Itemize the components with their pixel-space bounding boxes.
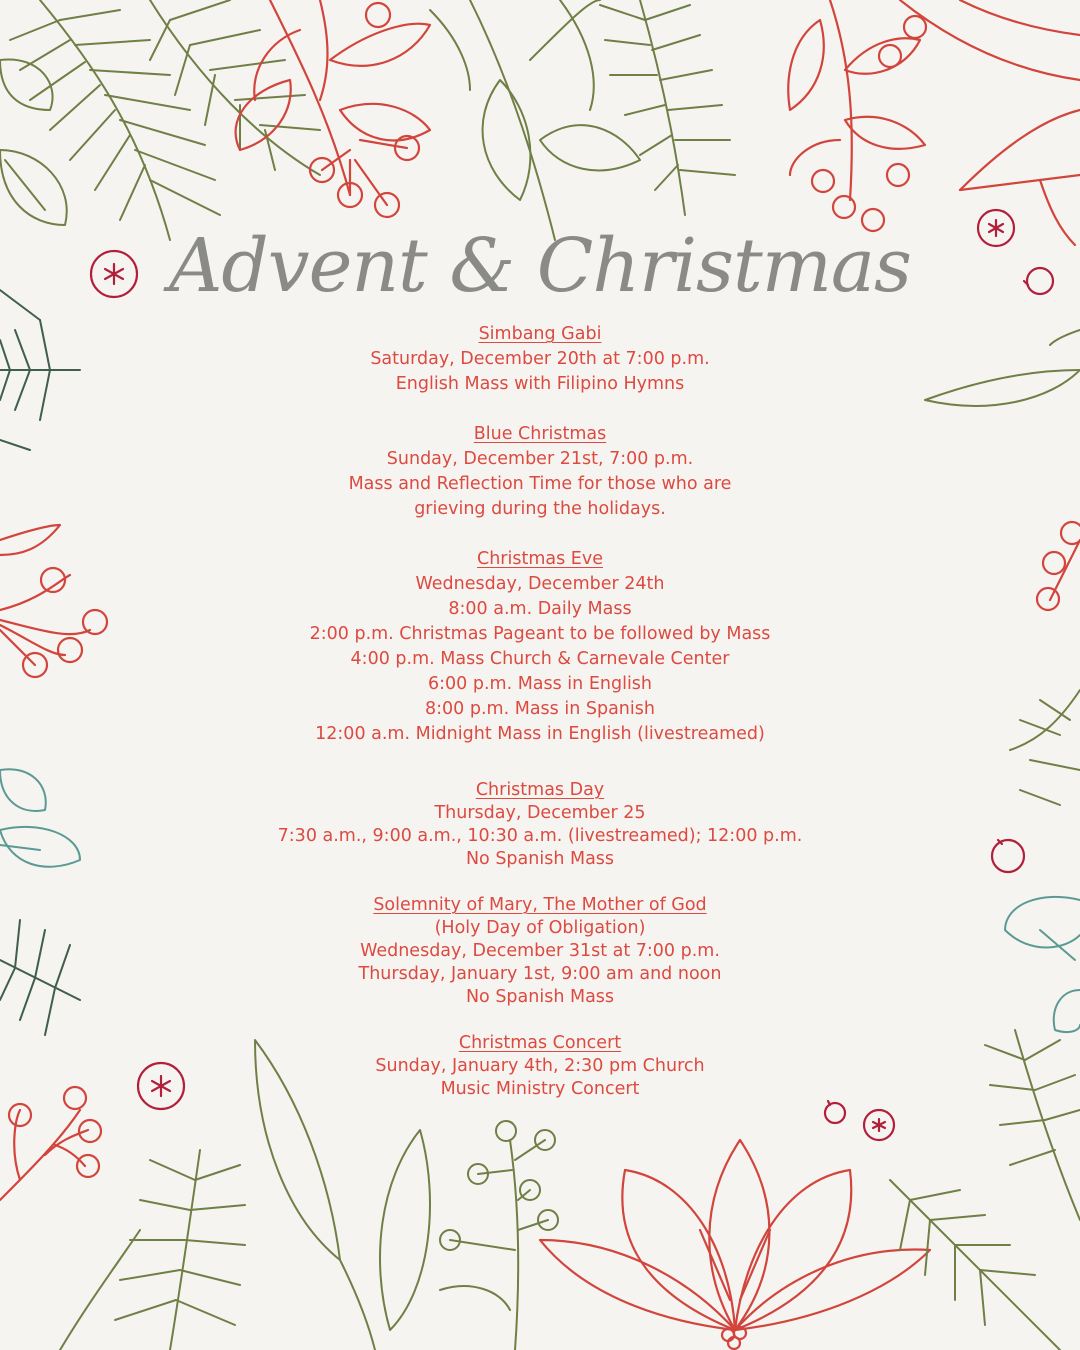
section-line: Sunday, December 21st, 7:00 p.m.: [386, 449, 694, 469]
poinsettia-icon: [540, 1140, 930, 1349]
section-heading: Christmas Concert: [458, 1033, 622, 1053]
section-heading: Solemnity of Mary, The Mother of God: [373, 895, 707, 915]
berry-cluster-icon: [788, 0, 926, 231]
section-christmas-day: [240, 779, 840, 871]
section-heading: Christmas Eve: [477, 549, 603, 569]
pine-branch-icon: [60, 1150, 245, 1350]
schedule: [240, 322, 840, 1101]
eucalyptus-icon: [430, 0, 640, 240]
section-line: No Spanish Mass: [465, 849, 615, 869]
pine-branch-icon: [600, 0, 735, 215]
section-line: English Mass with Filipino Hymns: [395, 374, 685, 394]
berry-cluster-icon: [1037, 522, 1080, 610]
section-solemnity-of-mary: [240, 894, 840, 1009]
eucalyptus-icon: [0, 769, 80, 867]
section-christmas-eve: [240, 547, 840, 747]
berry-cluster-icon: [236, 0, 430, 217]
section-heading: Christmas Day: [475, 780, 605, 800]
section-line: 6:00 p.m. Mass in English: [427, 674, 653, 694]
section-heading: Simbang Gabi: [478, 324, 602, 344]
section-line: No Spanish Mass: [465, 987, 615, 1007]
section-line: Wednesday, December 24th: [415, 574, 665, 594]
section-line: Thursday, January 1st, 9:00 am and noon: [358, 964, 722, 984]
page-title: Advent & Christmas: [168, 223, 912, 309]
pine-branch-icon: [890, 1030, 1080, 1350]
berry-cluster-icon: [0, 525, 107, 677]
section-line: 4:00 p.m. Mass Church & Carnevale Center: [350, 649, 730, 669]
section-simbang-gabi: [240, 322, 840, 397]
section-line: 7:30 a.m., 9:00 a.m., 10:30 a.m. (livestreamed); 12:00 p.m.: [277, 826, 803, 846]
berry-cluster-icon: [825, 268, 1053, 1123]
section-line: Thursday, December 25: [434, 803, 646, 823]
section-line: grieving during the holidays.: [414, 499, 666, 519]
section-line: Wednesday, December 31st at 7:00 p.m.: [360, 941, 720, 961]
section-line: (Holy Day of Obligation): [434, 918, 646, 938]
pine-branch-icon: [10, 0, 220, 240]
leaf-sprig-icon: [440, 1121, 558, 1350]
section-line: Music Ministry Concert: [440, 1079, 640, 1099]
section-line: 8:00 p.m. Mass in Spanish: [425, 699, 655, 719]
section-line: Mass and Reflection Time for those who are: [348, 474, 732, 494]
section-blue-christmas: [240, 422, 840, 522]
leaf-sprig-icon: [925, 330, 1080, 805]
berry-cluster-icon: [0, 1087, 101, 1200]
leaf-sprig-icon: [0, 59, 67, 225]
section-line: 12:00 a.m. Midnight Mass in English (livestreamed): [315, 724, 765, 744]
pine-branch-icon: [150, 0, 320, 175]
section-christmas-concert: [240, 1032, 840, 1101]
pine-branch-icon: [0, 920, 80, 1035]
section-line: Sunday, January 4th, 2:30 pm Church: [375, 1056, 705, 1076]
section-line: 2:00 p.m. Christmas Pageant to be followed by Mass: [309, 624, 771, 644]
eucalyptus-icon: [1005, 897, 1080, 1032]
section-line: 8:00 a.m. Daily Mass: [448, 599, 632, 619]
section-line: Saturday, December 20th at 7:00 p.m.: [370, 349, 710, 369]
section-heading: Blue Christmas: [473, 424, 607, 444]
